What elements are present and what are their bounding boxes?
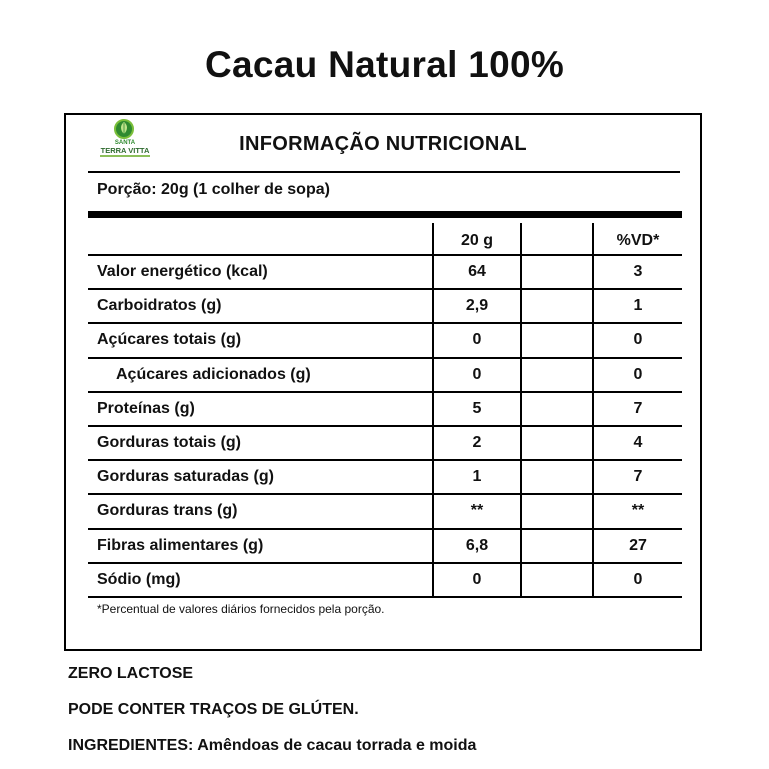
row-divider [88,288,682,290]
gluten-note: PODE CONTER TRAÇOS DE GLÚTEN. [68,701,359,718]
nutrition-facts-panel [64,113,702,651]
lactose-note: ZERO LACTOSE [68,665,194,682]
row-divider [88,357,682,359]
nutrient-value: 0 [472,570,482,588]
row-divider [88,596,682,598]
nutrient-value: 1 [472,468,482,486]
column-divider [520,223,522,597]
logo-top-text: SANTA [114,140,136,146]
nutrient-value: 2 [472,434,482,451]
footnote: *Percentual de valores diários fornecidos pela porção. [97,602,385,616]
divider [88,171,680,173]
nutrient-vd: 0 [633,570,643,588]
column-header-vd: %VD* [616,232,660,249]
nutrient-value: 0 [472,331,482,349]
row-divider [88,254,682,256]
nutrient-vd: 27 [629,536,647,554]
nutrient-vd: 0 [633,331,643,349]
row-divider [88,562,682,564]
nutrient-vd: 1 [633,297,643,315]
row-divider [88,528,682,530]
row-divider [88,493,682,495]
nutrient-value: ** [470,502,484,520]
nutrient-value: 5 [472,399,482,417]
nutrient-label: Valor energético (kcal) [97,263,268,280]
row-divider [88,425,682,427]
nutrient-label: Carboidratos (g) [97,297,222,315]
nutrient-label: Sódio (mg) [97,570,181,588]
logo-main-text: TERRA VITTA [100,146,150,155]
nutrient-label: Gorduras totais (g) [97,434,242,451]
row-divider [88,459,682,461]
nutrient-vd: 7 [633,399,643,417]
table-heading: INFORMAÇÃO NUTRICIONAL [239,133,527,155]
portion-size: Porção: 20g (1 colher de sopa) [97,181,330,198]
column-header-value: 20 g [460,232,493,249]
row-divider [88,322,682,324]
nutrient-value: 2,9 [465,297,489,315]
nutrient-value: 64 [468,263,486,280]
nutrient-vd: 4 [633,434,643,451]
nutrient-vd: 3 [633,263,643,280]
nutrient-vd: 0 [633,365,643,383]
product-title: Cacau Natural 100% [204,44,565,85]
nutrient-label: Açúcares adicionados (g) [116,365,311,383]
nutrient-label: Gorduras trans (g) [97,502,238,520]
nutrient-vd: ** [631,502,645,520]
nutrient-label: Proteínas (g) [97,399,195,417]
ingredients-note: INGREDIENTES: Amêndoas de cacau torrada e moida [68,737,477,754]
nutrient-label: Açúcares totais (g) [97,331,242,349]
nutrient-label: Gorduras saturadas (g) [97,468,274,486]
nutrient-value: 0 [472,365,482,383]
row-divider [88,391,682,393]
nutrient-label: Fibras alimentares (g) [97,536,264,554]
nutrient-vd: 7 [633,468,643,486]
divider-thick [88,211,682,218]
nutrient-value: 6,8 [465,536,489,554]
